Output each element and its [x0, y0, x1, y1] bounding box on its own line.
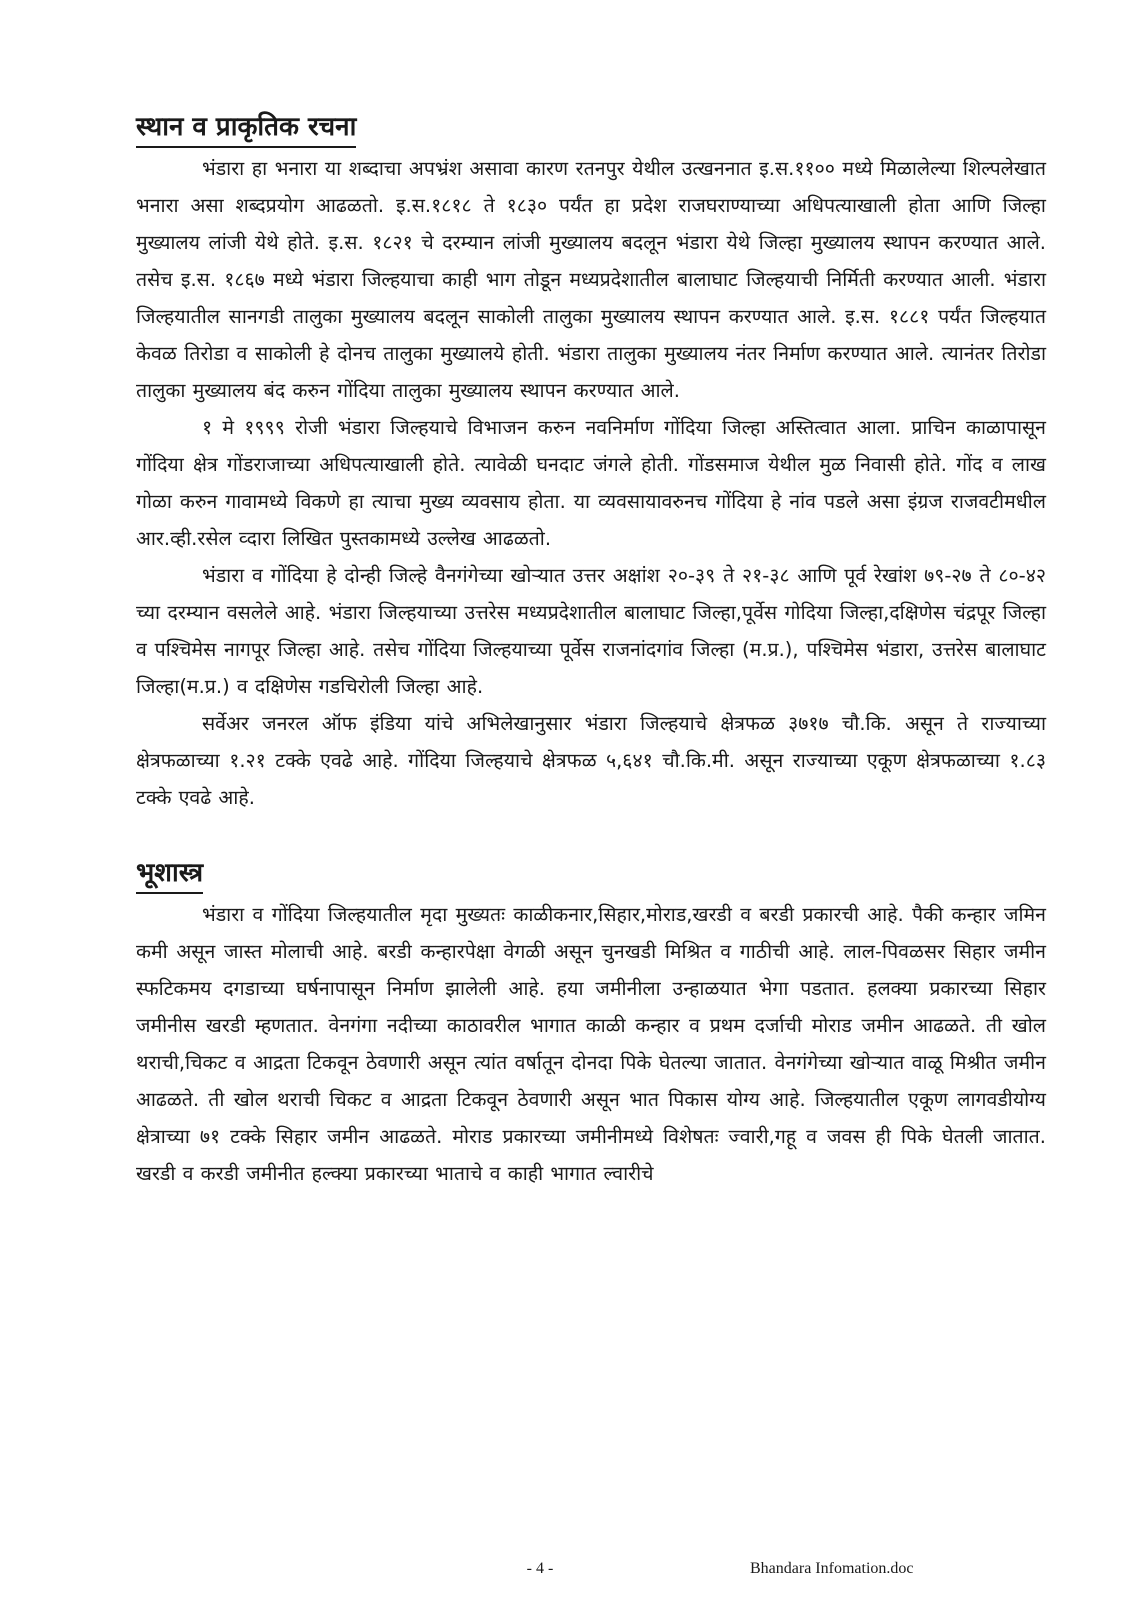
section-heading-location: स्थान व प्राकृतिक रचना [136, 108, 356, 148]
paragraph-geography: भंडारा व गोंदिया हे दोन्ही जिल्हे वैनगंगेच्या खोऱ्यात उत्तर अक्षांश २०-३९ ते २१-३८ आणि पूर्व रेखांश ७९-२७ ते ८०-४२ च्या दरम्यान वसलेले आहे. भंडारा जिल्हयाच्या उत्तरेस मध्यप्रदेशातील बालाघाट जिल्हा,पूर्वेस गोदिया जिल्हा,दक्षिणेस चंद्रपूर जिल्हा व पश्चिमेस नागपूर जिल्हा आहे. तसेच गोंदिया जिल्हयाच्या पूर्वेस राजनांदगांव जिल्हा (म.प्र.), पश्चिमेस भंडारा, उत्तरेस बालाघाट जिल्हा(म.प्र.) व दक्षिणेस गडचिरोली जिल्हा आहे. [136, 564, 1046, 698]
page-content [136, 108, 1046, 1192]
document-filename: Bhandara Infomation.doc [750, 1560, 914, 1577]
page-number: - 4 - [526, 1560, 554, 1577]
paragraph-gondia: १ मे १९९९ रोजी भंडारा जिल्हयाचे विभाजन करुन नवनिर्माण गोंदिया जिल्हा अस्तित्वात आला. प्राचिन काळापासून गोंदिया क्षेत्र गोंडराजाच्या अधिपत्याखाली होते. त्यावेळी घनदाट जंगले होती. गोंडसमाज येथील मुळ निवासी होते. गोंद व लाख गोळा करुन गावामध्ये विकणे हा त्याचा मुख्य व्यवसाय होता. या व्यवसायावरुनच गोंदिया हे नांव पडले असा इंग्रज राजवटीमधील आर.व्ही.रसेल व्दारा लिखित पुस्तकामध्ये उल्लेख आढळतो. [136, 416, 1046, 550]
paragraph-soil: भंडारा व गोंदिया जिल्हयातील मृदा मुख्यतः काळीकनार,सिहार,मोराड,खरडी व बरडी प्रकारची आहे. पैकी कन्हार जमिन कमी असून जास्त मोलाची आहे. बरडी कन्हारपेक्षा वेगळी असून चुनखडी मिश्रित व गाठीची आहे. लाल-पिवळसर सिहार जमीन स्फटिकमय दगडाच्या घर्षनापासून निर्माण झालेली आहे. हया जमीनीला उन्हाळयात भेगा पडतात. हलक्या प्रकारच्या सिहार जमीनीस खरडी म्हणतात. वेनगंगा नदीच्या काठावरील भागात काळी कन्हार व प्रथम दर्जाची मोराड जमीन आढळते. ती खोल थराची,चिकट व आद्रता टिकवून ठेवणारी असून त्यांत वर्षातून दोनदा पिके घेतल्या जातात. वेनगंगेच्या खोऱ्यात वाळू मिश्रीत जमीन आढळते. ती खोल थराची चिकट व आद्रता टिकवून ठेवणारी असून भात पिकास योग्य आहे. जिल्हयातील एकूण लागवडीयोग्य क्षेत्राच्या ७१ टक्के सिहार जमीन आढळते. मोराड प्रकारच्या जमीनीमध्ये विशेषतः ज्वारी,गहू व जवस ही पिके घेतली जातात. खरडी व करडी जमीनीत हल्क्या प्रकारच्या भाताचे व काही भागात ल्वारीचे [136, 903, 1046, 1185]
section-spacer [136, 816, 1046, 854]
section-heading-geology: भूशास्त्र [136, 854, 203, 894]
paragraph-area: सर्वेअर जनरल ऑफ इंडिया यांचे अभिलेखानुसार भंडारा जिल्हयाचे क्षेत्रफळ ३७१७ चौ.कि. असून ते राज्याच्या क्षेत्रफळाच्या १.२१ टक्के एवढे आहे. गोंदिया जिल्हयाचे क्षेत्रफळ ५,६४१ चौ.कि.मी. असून राज्याच्या एकूण क्षेत्रफळाच्या १.८३ टक्के एवढे आहे. [136, 712, 1046, 809]
paragraph-history: भंडारा हा भनारा या शब्दाचा अपभ्रंश असावा कारण रतनपुर येथील उत्खननात इ.स.११०० मध्ये मिळालेल्या शिल्पलेखात भनारा असा शब्दप्रयोग आढळतो. इ.स.१८१८ ते १८३० पर्यंत हा प्रदेश राजघराण्याच्या अधिपत्याखाली होता आणि जिल्हा मुख्यालय लांजी येथे होते. इ.स. १८२१ चे दरम्यान लांजी मुख्यालय बदलून भंडारा येथे जिल्हा मुख्यालय स्थापन करण्यात आले. तसेच इ.स. १८६७ मध्ये भंडारा जिल्हयाचा काही भाग तोडून मध्यप्रदेशातील बालाघाट जिल्हयाची निर्मिती करण्यात आली. भंडारा जिल्हयातील सानगडी तालुका मुख्यालय बदलून साकोली तालुका मुख्यालय स्थापन करण्यात आले. इ.स. १८८१ पर्यंत जिल्हयात केवळ तिरोडा व साकोली हे दोनच तालुका मुख्यालये होती. भंडारा तालुका मुख्यालय नंतर निर्माण करण्यात आले. त्यानंतर तिरोडा तालुका मुख्यालय बंद करुन गोंदिया तालुका मुख्यालय स्थापन करण्यात आले. [136, 157, 1046, 402]
